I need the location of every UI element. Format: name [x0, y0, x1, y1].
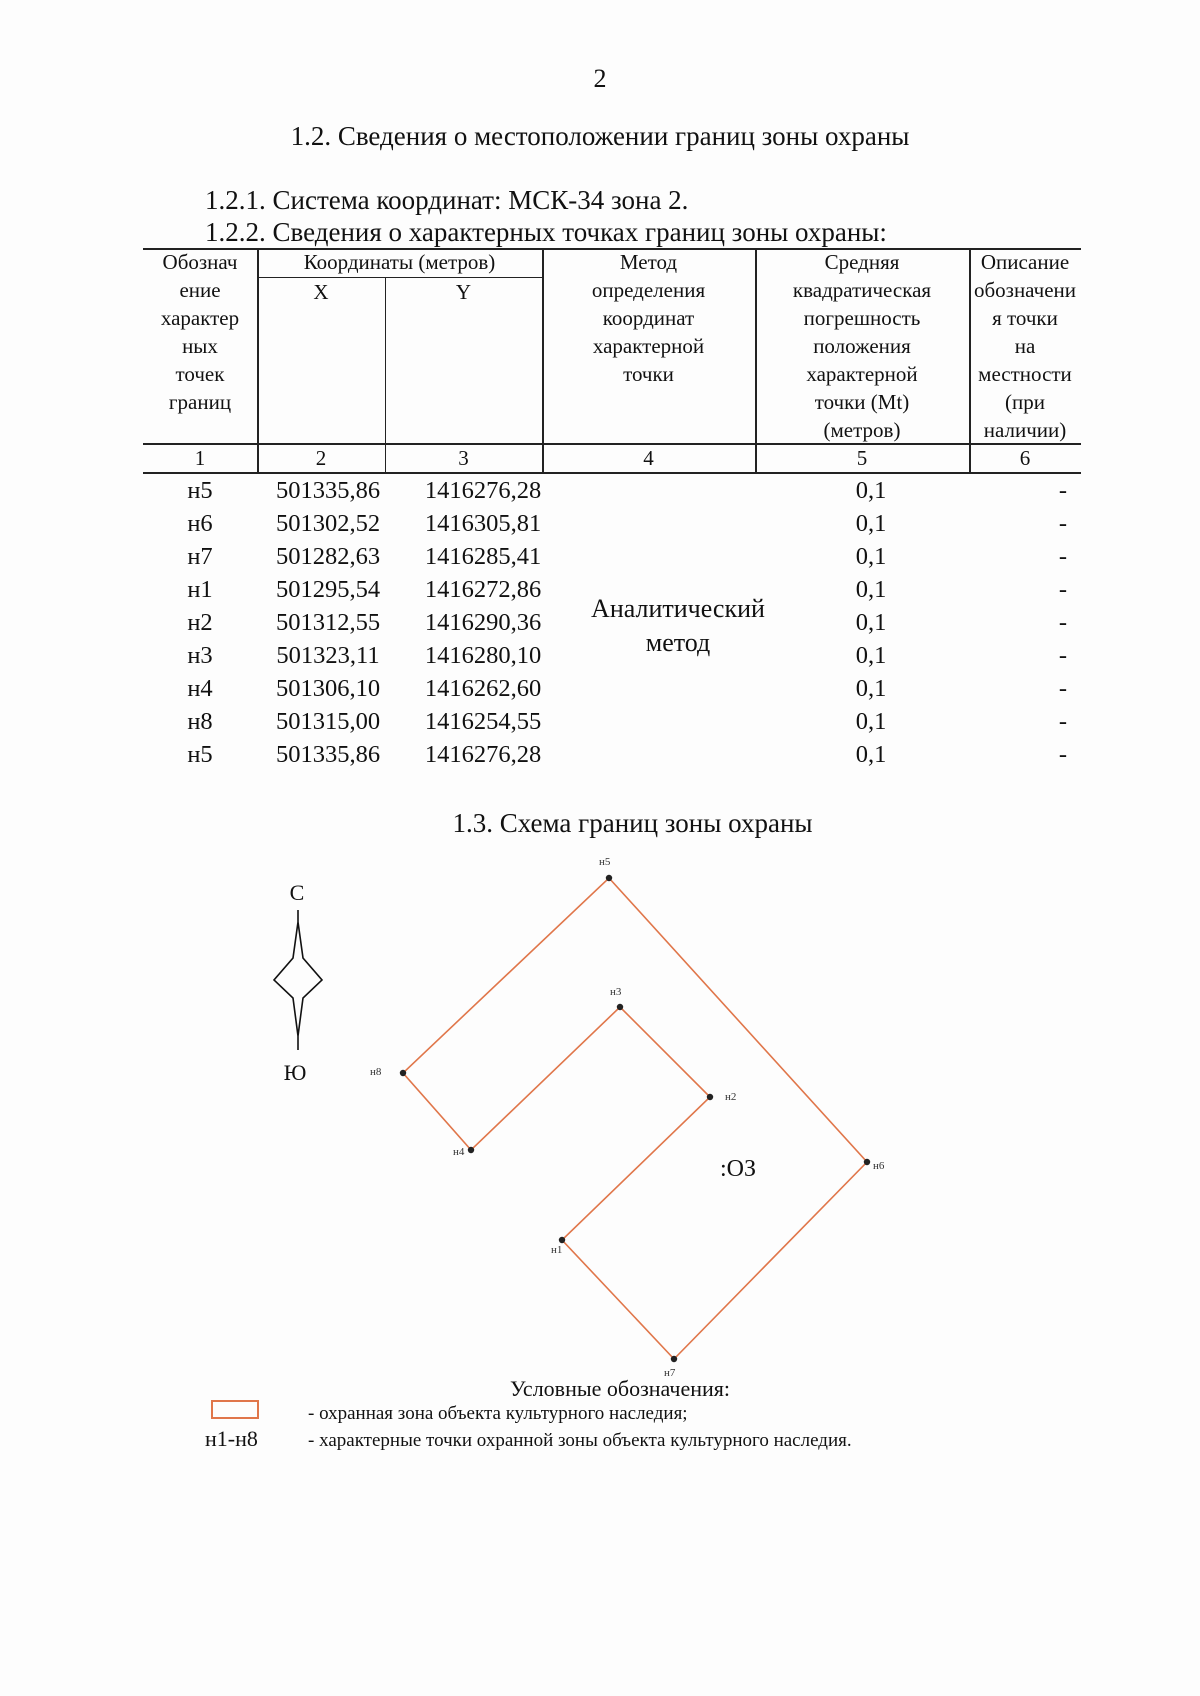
column-number: 6 — [1019, 446, 1031, 470]
cell-error: 0,1 — [855, 675, 887, 702]
header-line: определения — [591, 278, 706, 302]
section-title-scheme: 1.3. Схема границ зоны охраны — [452, 808, 813, 838]
legend-item-points: - характерные точки охранной зоны объекта культурного наследия. — [308, 1430, 852, 1451]
cell-error: 0,1 — [855, 741, 887, 768]
cell-y: 1416290,36 — [424, 609, 542, 636]
cell-y: 1416285,41 — [424, 543, 542, 570]
cell-y: 1416254,55 — [424, 708, 542, 735]
header-y: Y — [455, 280, 472, 304]
column-numbers-bottom-line — [143, 472, 1081, 474]
cell-error: 0,1 — [855, 708, 887, 735]
points-info-heading: 1.2.2. Сведения о характерных точках границ зоны охраны: — [205, 217, 887, 247]
header-line: квадратическая — [792, 278, 932, 302]
coordinate-system-line: 1.2.1. Система координат: МСК-34 зона 2. — [205, 185, 689, 215]
header-line: характерной — [592, 334, 705, 358]
compass-icon — [274, 910, 322, 1050]
zone-label: :ОЗ — [719, 1156, 757, 1182]
header-line: положения — [813, 334, 911, 358]
cell-x: 501312,55 — [275, 609, 381, 636]
cell-desc: - — [1058, 510, 1068, 537]
cell-desc: - — [1058, 543, 1068, 570]
cell-x: 501295,54 — [275, 576, 381, 603]
legend-item-zone: - охранная зона объекта культурного наследия; — [308, 1403, 688, 1424]
label-n4: н4 — [453, 1146, 465, 1158]
cell-point: н1 — [187, 576, 213, 603]
header-line: ных — [182, 334, 218, 358]
header-coordinates: Координаты (метров) — [303, 250, 496, 274]
cell-y: 1416272,86 — [424, 576, 542, 603]
cell-point: н2 — [187, 609, 213, 636]
cell-point: н6 — [187, 510, 213, 537]
cell-x: 501315,00 — [275, 708, 381, 735]
header-line: ение — [179, 278, 221, 302]
page-number: 2 — [593, 64, 607, 93]
legend-title: Условные обозначения: — [510, 1376, 731, 1401]
header-point-designation — [143, 248, 257, 416]
point-n4 — [468, 1147, 474, 1153]
column-number: 1 — [194, 446, 206, 470]
header-line: Обознач — [162, 250, 238, 274]
header-line: координат — [602, 306, 695, 330]
north-label: С — [289, 880, 305, 905]
label-n2: н2 — [725, 1091, 737, 1103]
table-row — [143, 510, 1081, 543]
point-n2 — [707, 1094, 713, 1100]
col-divider-2 — [385, 277, 386, 473]
header-line: погрешность — [803, 306, 921, 330]
header-method — [542, 248, 755, 388]
protection-zone-boundary — [403, 878, 867, 1359]
header-line: (при — [1005, 390, 1045, 414]
section-title-boundaries: 1.2. Сведения о местоположении границ зоны охраны — [290, 121, 910, 151]
points-table-header — [143, 248, 1081, 474]
cell-error: 0,1 — [855, 642, 887, 669]
method-line: метод — [645, 628, 711, 657]
label-n1: н1 — [551, 1244, 563, 1256]
header-line: наличии) — [983, 418, 1067, 442]
header-line: характер — [160, 306, 240, 330]
cell-x: 501306,10 — [275, 675, 381, 702]
header-line: я точки — [992, 306, 1058, 330]
table-row — [143, 741, 1081, 774]
cell-y: 1416262,60 — [424, 675, 542, 702]
header-line: точки — [623, 362, 674, 386]
method-line: Аналитический — [591, 594, 765, 623]
cell-x: 501302,52 — [275, 510, 381, 537]
column-number: 3 — [458, 446, 469, 470]
header-line: (метров) — [823, 418, 901, 442]
cell-point: н7 — [187, 543, 213, 570]
column-number: 2 — [315, 446, 327, 470]
point-n8 — [400, 1070, 406, 1076]
cell-y: 1416305,81 — [424, 510, 542, 537]
cell-point: н3 — [187, 642, 213, 669]
legend-points-code: н1-н8 — [205, 1426, 258, 1451]
table-row — [143, 543, 1081, 576]
header-line: Средняя — [824, 250, 900, 274]
header-line: Описание — [980, 250, 1070, 274]
label-n3: н3 — [610, 986, 622, 998]
cell-desc: - — [1058, 576, 1068, 603]
cell-point: н5 — [187, 741, 213, 768]
header-line: точек — [175, 362, 225, 386]
cell-desc: - — [1058, 675, 1068, 702]
label-n5: н5 — [599, 856, 611, 868]
compass-rose — [274, 880, 322, 1085]
point-n7 — [671, 1356, 677, 1362]
header-line: обозначени — [973, 278, 1077, 302]
label-n8: н8 — [370, 1066, 382, 1078]
cell-y: 1416276,28 — [424, 477, 542, 504]
header-line: характерной — [806, 362, 918, 386]
boundary-points — [400, 875, 870, 1362]
point-labels — [370, 856, 885, 1379]
point-n3 — [617, 1004, 623, 1010]
table-row — [143, 477, 1081, 510]
cell-point: н5 — [187, 477, 213, 504]
cell-desc: - — [1058, 708, 1068, 735]
legend-zone-swatch — [211, 1400, 259, 1419]
cell-error: 0,1 — [855, 609, 887, 636]
header-mean-error — [755, 248, 969, 444]
cell-error: 0,1 — [855, 477, 887, 504]
cell-point: н8 — [187, 708, 213, 735]
cell-y: 1416276,28 — [424, 741, 542, 768]
column-number: 5 — [856, 446, 868, 470]
header-line: местности — [978, 362, 1072, 386]
cell-error: 0,1 — [855, 576, 887, 603]
header-line: границ — [168, 390, 232, 414]
point-n6 — [864, 1159, 870, 1165]
cell-desc: - — [1058, 741, 1068, 768]
label-n6: н6 — [873, 1160, 885, 1172]
cell-x: 501335,86 — [275, 741, 381, 768]
point-n5 — [606, 875, 612, 881]
header-x: X — [313, 280, 329, 304]
table-row — [143, 708, 1081, 741]
boundary-scheme — [0, 840, 1200, 1380]
cell-point: н4 — [187, 675, 213, 702]
cell-x: 501323,11 — [276, 642, 380, 669]
south-label: Ю — [283, 1060, 307, 1085]
cell-x: 501335,86 — [275, 477, 381, 504]
cell-x: 501282,63 — [275, 543, 381, 570]
cell-y: 1416280,10 — [424, 642, 542, 669]
table-row — [143, 675, 1081, 708]
cell-desc: - — [1058, 609, 1068, 636]
method-value — [553, 592, 803, 660]
header-description — [969, 248, 1081, 444]
label-n7: н7 — [664, 1367, 676, 1379]
cell-desc: - — [1058, 642, 1068, 669]
cell-desc: - — [1058, 477, 1068, 504]
header-line: на — [1014, 334, 1036, 358]
column-number: 4 — [643, 446, 654, 470]
point-n1 — [559, 1237, 565, 1243]
cell-error: 0,1 — [855, 543, 887, 570]
cell-error: 0,1 — [855, 510, 887, 537]
header-line: точки (Mt) — [814, 390, 910, 414]
header-line: Метод — [619, 250, 678, 274]
